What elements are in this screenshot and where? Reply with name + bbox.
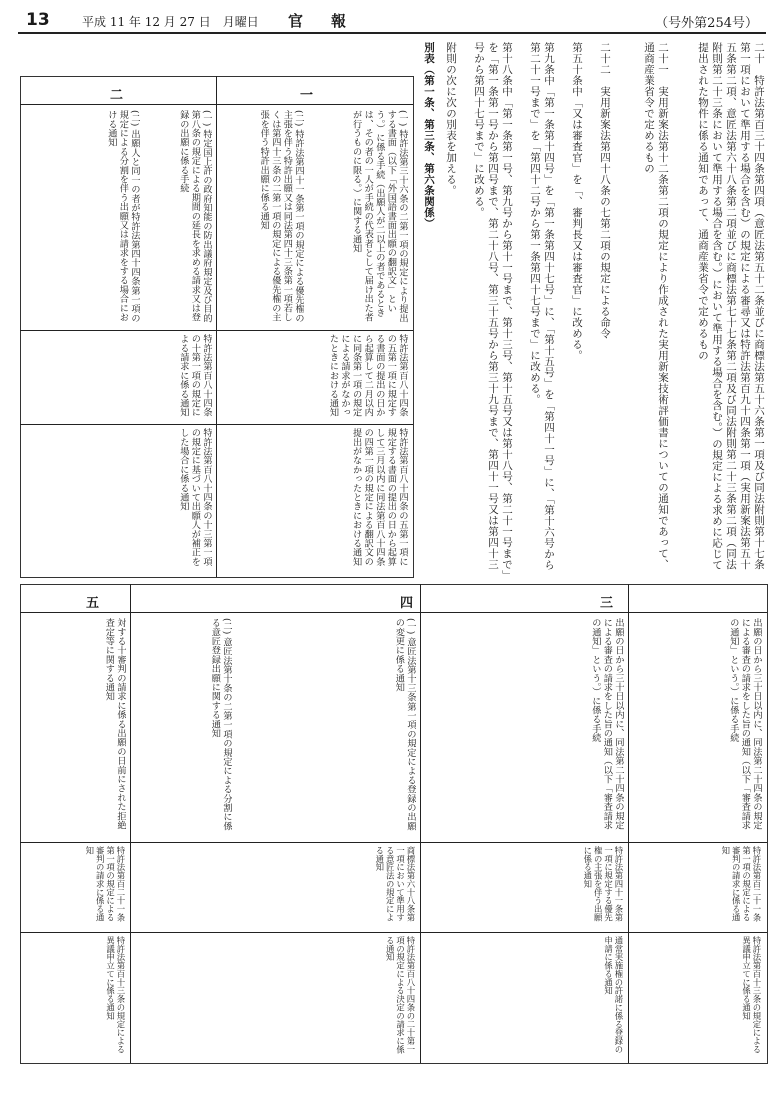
table2-cell-1-three: 出願の日から三十日以内に、同法第二十四条の規定による審査の請求をした旨の通知（以下「審査請求の通知」という。）に係る手続 — [589, 618, 624, 830]
table2-cell-1-four-a: (一) 意匠法第十三条第一項の規定による登録の出願の変更に係る通知 — [393, 618, 416, 831]
table2-cell-3-five: 特許法第百十三条の規定による異議申立てに係る通知 — [105, 936, 126, 1054]
table1-cell-2-right: 特許法第百八十四条の五第一項に規定する書面の提出の日から起算して二月以内に同条第一項の規定による請求がなかったときにおける通知 — [327, 334, 408, 417]
table2-col-three: 三 — [600, 596, 614, 611]
table2-col-divider-1 — [130, 584, 131, 1063]
table1-col-two: 二 — [110, 88, 124, 103]
table1-cell-1a: (一) 特許法第三十六条の二第一項の規定により提出する書面（以下「外国語書面出願の翻訳文」という。）に係る手続（出願人が二以上の者であるときは、その者の一人が手続の代表者として届け出た者が行うものに限る。）に関する通知 — [350, 110, 408, 323]
annex-title: 別表（第一条、第三条、第六条関係） — [423, 42, 435, 229]
table2-cell-1-five: 対する十審判の請求に係る出願の日前にされた拒絶査定等に関する通知 — [103, 618, 126, 830]
table1-cell-1-left-b: (二) 出願人と同一の者が特許法第四十四条第一項の規定による分割を伴う出願又は請求をする場合における通知 — [105, 110, 140, 323]
table2-cell-1-four-b: (二) 意匠法第十条の二第一項の規定による分割に係る意匠登録出願に関する通知 — [209, 618, 232, 831]
text-amend-50: 第五十条中「又は審査官」を「、審判長又は審査官」に改める。 — [571, 42, 583, 361]
text-amend-9: 第九条中「第一条第十四号」を「第一条第四十七号」に、「第十五号」を「第四十一号」に、「第十六号から第二十一号まで」を「第四十二号から第一条第四十七号まで」に改める。 — [529, 42, 555, 571]
table2-cell-3-four: 特許法第百八十四条の二十第一項の規定による決定の請求に係る通知 — [385, 936, 416, 1054]
text-item-20: 二十 特許法第百三十四条第四項（意匠法第五十二条並びに商標法第五十六条第一項及び同法附則第十七条第一項において準用する場合を含む）の規定による審尋又は特許法第百九十四条第一項（実用新案法第五十五条第二項、意匠法第六十八条第二項並びに商標法第七十七条第二項及び同法附則第二十三条第二項（同法附則第二十三条において準用する場合を含む。）において準用する場合を含む。）の規定による求めに応じて提出された物件に係る通知であって、通商産業省令で定めるもの — [697, 42, 765, 571]
table2-col-divider-3 — [628, 584, 629, 1063]
table2-col-divider-2 — [420, 584, 421, 1063]
table2-cell-2-four: 商標法第六十八条第一項において準用する意匠法の規定による通知 — [374, 846, 416, 922]
table1-cell-3-right: 特許法第百八十四条の五第一項に規定する書面の提出の日から起算して三月以内に同法第百八十四条の四第一項の規定による翻訳文の提出がなかったときにおける通知 — [350, 428, 408, 566]
table2-cell-1-far-right: 出願の日から三十日以内に、同法第二十四条の規定による審査の請求をした旨の通知（以下「審査請求の通知」という。）に係る手続 — [727, 618, 762, 830]
table2-cell-2-three: 特許法第四十一条第一項に規定する優先権の主張を伴う出願に係る通知 — [582, 846, 624, 922]
text-amend-18: 第十八条中「第一条第一号、第九号から第十一号まで、第十三号、第十五号又は第十八号、第二十一号まで」を「第一条第一号から第四号まで、第二十八号、第三十五号から第三十九号まで、第四十一号又は第四十三号から第四十七号まで」に改める。 — [473, 42, 513, 576]
table1-cell-2-left: 特許法第百八十四条の十第一項の規定による請求に係る通知 — [177, 334, 212, 417]
table1-row-rule-1 — [20, 330, 413, 331]
text-item-22: 二十二 実用新案法第四十八条の七第二項の規定による命令 — [599, 42, 611, 339]
page-header — [18, 8, 766, 30]
header-rule — [18, 32, 766, 34]
text-annex-intro: 附則の次に次の別表を加える。 — [445, 42, 457, 196]
table1-col-divider — [216, 76, 217, 577]
text-item-21: 二十一 実用新案法第十二条第二項の規定により作成された実用新案技術評価書についての通知であって、通商産業省令で定めるもの — [643, 42, 669, 570]
table2-cell-2-five: 特許法第百二十一条第一項の規定による審判の請求に係る通知 — [84, 846, 126, 922]
publication-title: 官報 — [288, 12, 375, 30]
table1-cell-3-left: 特許法第百八十四条の十三第一項の規定に基づいて出願人が補正をした場合に係る通知 — [177, 428, 212, 566]
table2-header-rule — [20, 612, 767, 613]
page-number: 13 — [26, 10, 50, 30]
table2-cell-3-three: 通常実施権の許諾に係る登録の申請に係る通知 — [603, 936, 624, 1054]
issue-number: （号外第254号） — [655, 16, 758, 31]
table2-cell-2-far-right: 特許法第百二十一条第一項の規定による審判の請求に係る通知 — [720, 846, 762, 922]
table1-row-rule-2 — [20, 424, 413, 425]
issue-date: 平成 11 年 12 月 27 日 月曜日 — [82, 15, 259, 29]
table2-col-four: 四 — [400, 596, 414, 611]
table2-row-rule-2 — [20, 932, 767, 933]
table2-row-rule-1 — [20, 842, 767, 843]
table2-col-five: 五 — [86, 596, 100, 611]
table1-cell-1b: (二) 特許法第四十一条第一項の規定による優先権の主張を伴う特許出願又は同法第四十三条第一項若しくは第四十三条の二第一項の規定による優先権の主張を伴う特許出願に係る通知 — [258, 110, 304, 323]
table2-cell-3-far-right: 特許法第百十三条の規定による異議申立てに係る通知 — [741, 936, 762, 1054]
table1-col-one: 一 — [300, 88, 314, 103]
table1-cell-1-left-a: (一) 特定国上許の政府知能の防出議府規定及び目的第八条の規定による期間の延長を求める請求又は登録の出願に係る手続 — [177, 110, 212, 323]
